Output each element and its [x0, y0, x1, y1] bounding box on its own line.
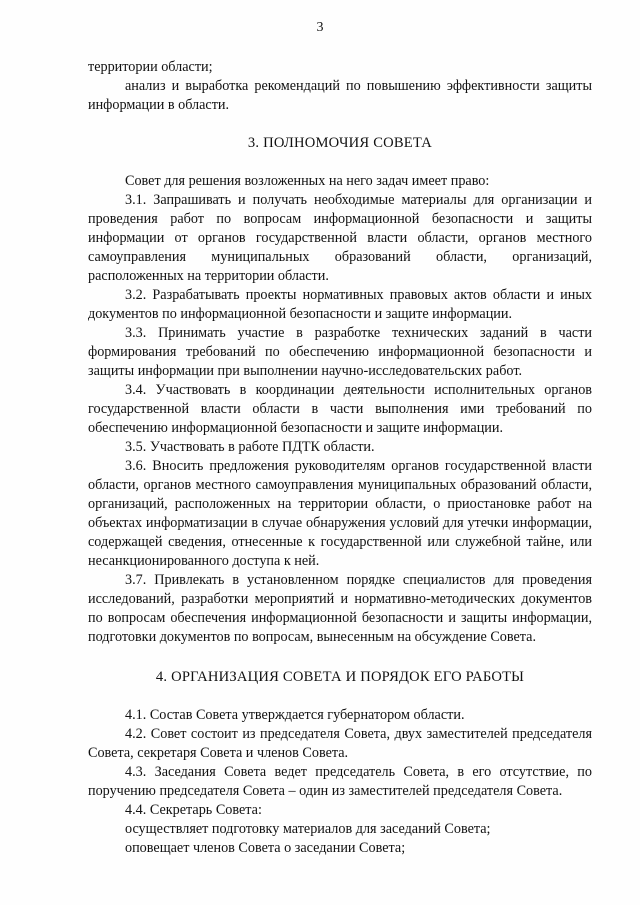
item-3-5: 3.5. Участвовать в работе ПДТК области.	[125, 439, 375, 455]
paragraph-analysis: анализ и выработка рекомендаций по повышению эффективности защиты информации в области.	[88, 78, 592, 113]
item-3-3: 3.3. Принимать участие в разработке технических заданий в части формирования требований по обеспечению информационной безопасности и защиты информации при выполнении научно-исследовательских работ.	[88, 325, 592, 379]
item-4-4: 4.4. Секретарь Совета:	[125, 802, 262, 818]
item-4-2: 4.2. Совет состоит из председателя Совета, двух заместителей председателя Совета, секретаря Совета и членов Совета.	[88, 726, 592, 761]
item-3-2: 3.2. Разрабатывать проекты нормативных правовых актов области и иных документов по информационной безопасности и защите информации.	[88, 287, 592, 322]
section-3-heading: 3. ПОЛНОМОЧИЯ СОВЕТА	[247, 135, 433, 151]
item-4-3: 4.3. Заседания Совета ведет председатель Совета, в его отсутствие, по поручению председателя Совета – один из заместителей председателя Совета.	[88, 764, 592, 799]
section-4-heading: 4. ОРГАНИЗАЦИЯ СОВЕТА И ПОРЯДОК ЕГО РАБОТЫ	[155, 669, 525, 685]
document-body	[88, 58, 592, 858]
item-3-4: 3.4. Участвовать в координации деятельности исполнительных органов государственной власти области в части выполнения ими требований по обеспечению информационной безопасности и защите информации.	[88, 382, 592, 436]
item-3-1: 3.1. Запрашивать и получать необходимые материалы для организации и проведения работ по вопросам информационной безопасности и защиты информации от органов государственной власти области, органов местного самоуправления муниципальных образований области, организаций, расположенных на территории области.	[88, 192, 592, 284]
item-4-4-duty-1: осуществляет подготовку материалов для заседаний Совета;	[125, 821, 491, 837]
item-4-1: 4.1. Состав Совета утверждается губернатором области.	[125, 707, 465, 723]
item-4-4-duty-2: оповещает членов Совета о заседании Совета;	[125, 840, 406, 856]
section-3-intro: Совет для решения возложенных на него задач имеет право:	[125, 173, 490, 189]
paragraph-continuation: территории области;	[88, 59, 213, 75]
item-3-7: 3.7. Привлекать в установленном порядке специалистов для проведения исследований, разработки мероприятий и нормативно-методических документов по вопросам обеспечения информационной безопасности и защиты информации, подготовки документов по вопросам, вынесенным на обсуждение Совета.	[88, 572, 592, 645]
item-3-6: 3.6. Вносить предложения руководителям органов государственной власти области, органов местного самоуправления муниципальных образований области, организаций, расположенных на территории области, о приостановке работ на объектах информатизации в случае обнаружения условий для утечки информации, содержащей сведения, отнесенные к государственной или служебной тайне, или несанкционированного доступа к ней.	[88, 458, 592, 569]
page-number: 3	[316, 20, 324, 35]
